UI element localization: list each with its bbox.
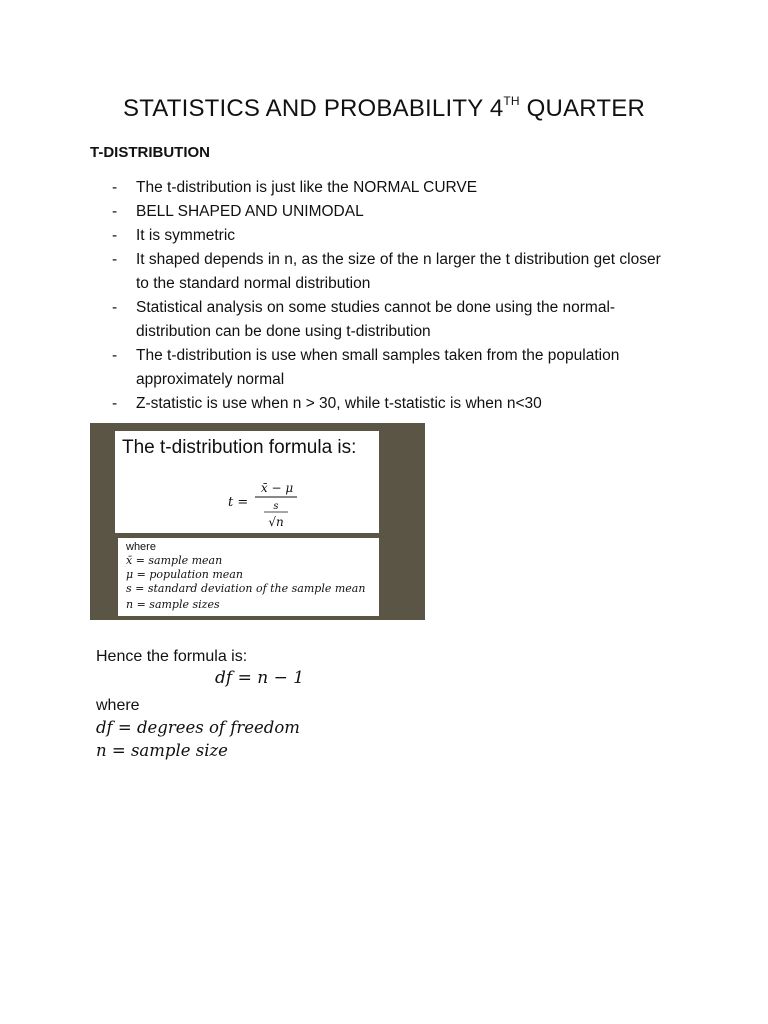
bullet-item — [112, 176, 672, 200]
df-definition: df = degrees of freedom — [96, 718, 300, 737]
bullet-list — [112, 176, 672, 416]
bullet-text: It shaped depends in n, as the size of the n larger the t distribution get closer to the standard normal distribution — [136, 251, 661, 292]
section-heading: T-DISTRIBUTION — [90, 144, 210, 161]
df-where-label: where — [96, 697, 140, 714]
definition-line: x̄ = sample mean — [126, 554, 223, 567]
title-end: QUARTER — [519, 95, 645, 122]
title-text: STATISTICS AND PROBABILITY 4 — [123, 95, 504, 122]
bullet-item — [112, 344, 672, 392]
bullet-item — [112, 296, 672, 344]
definition-line: s = standard deviation of the sample mean — [126, 582, 366, 595]
bullet-text: Z-statistic is use when n > 30, while t-statistic is when n<30 — [136, 395, 542, 412]
bullet-item — [112, 200, 672, 224]
bullet-text: The t-distribution is just like the NORMAL CURVE — [136, 179, 478, 196]
formula-numerator: x̄ − μ — [260, 481, 294, 495]
formula-lhs: t = — [228, 495, 249, 510]
bullet-text: The t-distribution is use when small samples taken from the population approximately normal — [136, 347, 620, 388]
formula-equation — [115, 431, 379, 533]
bullet-marker: - — [112, 347, 118, 364]
formula-box — [115, 431, 379, 533]
where-label: where — [126, 541, 156, 553]
formula-image — [90, 423, 425, 620]
title-superscript: TH — [503, 94, 520, 108]
formula-denominator-top: s — [273, 501, 279, 512]
n-definition: n = sample size — [96, 741, 228, 760]
bullet-marker: - — [112, 203, 118, 220]
df-equation: df = n − 1 — [215, 668, 305, 688]
bullet-marker: - — [112, 299, 118, 316]
bullet-text: BELL SHAPED AND UNIMODAL — [136, 203, 364, 220]
bullet-marker: - — [112, 251, 118, 268]
bullet-marker: - — [112, 227, 118, 244]
definition-line: n = sample sizes — [126, 598, 220, 611]
formula-denominator-bottom: √n — [268, 515, 284, 529]
bullet-item — [112, 248, 672, 296]
page-title — [0, 95, 768, 123]
definition-line: μ = population mean — [126, 568, 243, 581]
bullet-text: It is symmetric — [136, 227, 236, 244]
bullet-marker: - — [112, 395, 118, 412]
bullet-item — [112, 392, 672, 416]
bullet-item — [112, 224, 672, 248]
formula-heading: The t-distribution formula is: — [122, 437, 357, 458]
bullet-marker: - — [112, 179, 118, 196]
bullet-text: Statistical analysis on some studies cannot be done using the normal-distribution can be done using t-distribution — [136, 299, 616, 340]
hence-label: Hence the formula is: — [96, 648, 248, 665]
definitions-box — [118, 538, 379, 616]
